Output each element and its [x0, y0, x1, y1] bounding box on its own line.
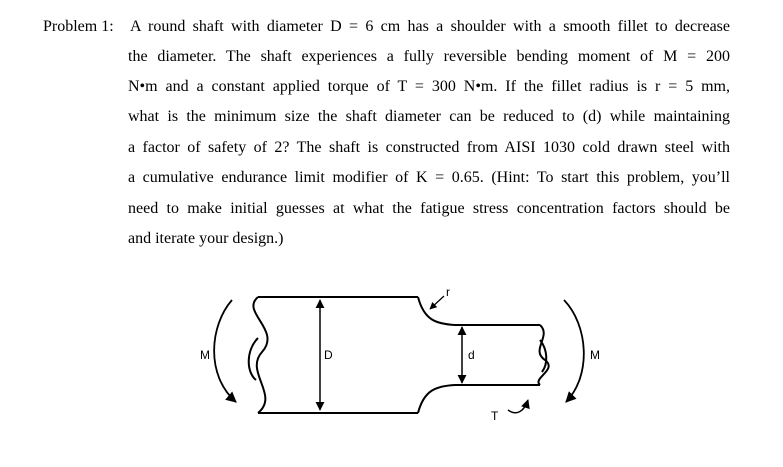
problem-line-5: a factor of safety of 2? The shaft is constructed from AISI 1030 cold drawn steel with	[128, 139, 730, 156]
diameter-D-dimension	[320, 300, 333, 410]
label-d: d	[468, 348, 475, 362]
label-T: T	[491, 409, 499, 423]
moment-right-arrow	[564, 300, 600, 402]
moment-left-arrow	[200, 300, 236, 402]
problem-line-1: A round shaft with diameter D = 6 cm has a shoulder with a smooth fillet to decrease	[130, 18, 730, 35]
problem-label: Problem 1:	[43, 18, 114, 35]
label-M-right: M	[590, 348, 600, 362]
shaft-outline	[249, 297, 549, 413]
label-D: D	[324, 348, 333, 362]
label-M-left: M	[200, 348, 210, 362]
fillet-radius-leader	[430, 285, 450, 309]
torque-arrow	[491, 400, 528, 423]
problem-line-7: need to make initial guesses at what the fatigue stress concentration factors should be	[128, 200, 730, 217]
label-r: r	[446, 285, 450, 299]
problem-line-8: and iterate your design.)	[128, 230, 284, 247]
problem-line-2: the diameter. The shaft experiences a fully reversible bending moment of M = 200	[128, 48, 730, 65]
problem-line-6: a cumulative endurance limit modifier of K = 0.65. (Hint: To start this problem, you’ll	[128, 169, 730, 186]
problem-line-3: N•m and a constant applied torque of T = 300 N•m. If the fillet radius is r = 5 mm,	[128, 78, 730, 95]
diameter-d-dimension	[462, 327, 475, 383]
problem-line-4: what is the minimum size the shaft diameter can be reduced to (d) while maintaining	[128, 108, 730, 125]
